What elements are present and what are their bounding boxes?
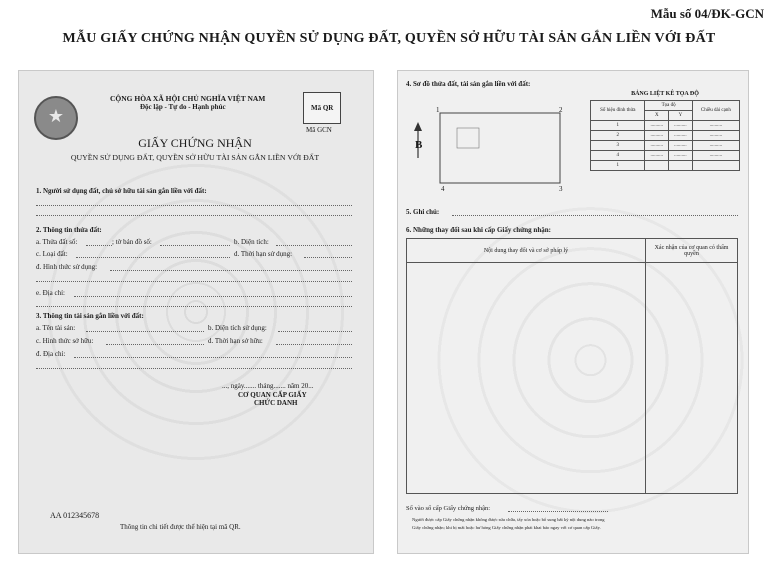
- parcel-address-label: e. Địa chỉ:: [36, 289, 65, 297]
- x-value: ..........: [645, 131, 669, 141]
- use-term-label: d. Thời hạn sử dụng:: [234, 250, 293, 258]
- col-edge-length: Chiều dài cạnh: [692, 101, 739, 121]
- table-row: [591, 121, 740, 131]
- national-emblem-icon: [34, 96, 78, 140]
- edge-value: [692, 161, 739, 171]
- fill-line: [36, 281, 352, 282]
- fill-line: [452, 215, 738, 216]
- signer-title: CHỨC DANH: [254, 399, 298, 407]
- fill-line: [36, 306, 352, 307]
- serial-number: AA 012345678: [50, 511, 100, 520]
- edge-value: ..........: [692, 131, 739, 141]
- point-number: 4: [591, 151, 645, 161]
- point-number: 2: [591, 131, 645, 141]
- y-value: ..........: [669, 151, 693, 161]
- qr-code-box: [303, 92, 341, 124]
- fill-line: [86, 245, 112, 246]
- col-coords: Tọa độ: [645, 101, 692, 111]
- use-form-label: đ. Hình thức sử dụng:: [36, 263, 98, 271]
- issuing-agency: CƠ QUAN CẤP GIẤY: [238, 391, 307, 399]
- point-number: 3: [591, 141, 645, 151]
- fill-line: [304, 257, 352, 258]
- ownership-form-label: c. Hình thức sở hữu:: [36, 337, 94, 345]
- parcel-number-label: a. Thửa đất số:: [36, 238, 78, 246]
- fill-line: [36, 205, 352, 206]
- coordinate-table-title: BẢNG LIỆT KÊ TỌA ĐỘ: [631, 91, 699, 97]
- asset-address-label: đ. Địa chỉ:: [36, 350, 66, 358]
- fill-line: [276, 245, 352, 246]
- building-footprint: [457, 128, 479, 148]
- corner-2-label: 2: [559, 106, 563, 114]
- section-1-owner: 1. Người sử dụng đất, chủ sở hữu tài sản gắn liền với đất:: [36, 187, 207, 195]
- edge-value: ..........: [692, 121, 739, 131]
- y-value: ..........: [669, 141, 693, 151]
- fill-line: [74, 357, 352, 358]
- issue-date-line: ..., ngày....... tháng....... năm 20...: [222, 382, 314, 390]
- north-arrow-head-icon: [414, 122, 422, 131]
- y-value: [669, 161, 693, 171]
- table-row: [591, 141, 740, 151]
- fill-line: [278, 331, 352, 332]
- point-number: 1: [591, 161, 645, 171]
- map-sheet-label: ; tờ bản đồ số:: [112, 238, 152, 246]
- corner-3-label: 3: [559, 185, 563, 193]
- section-6-changes: 6. Những thay đổi sau khi cấp Giấy chứng nhận:: [406, 226, 551, 234]
- emblem-star-icon: ★: [47, 106, 65, 126]
- coordinate-table: [590, 100, 740, 171]
- y-value: ..........: [669, 131, 693, 141]
- changes-content-header: Nội dung thay đổi và cơ sở pháp lý: [407, 239, 646, 263]
- table-row: [407, 263, 738, 494]
- x-value: ..........: [645, 141, 669, 151]
- ownership-term-label: d. Thời hạn sở hữu:: [208, 337, 263, 345]
- parcel-diagram: [405, 100, 580, 195]
- national-title: CỘNG HÒA XÃ HỘI CHỦ NGHĨA VIỆT NAM: [110, 94, 266, 103]
- col-point: Số hiệu đỉnh thửa: [591, 101, 645, 121]
- certificate-subtitle: QUYỀN SỬ DỤNG ĐẤT, QUYỀN SỞ HỮU TÀI SẢN GẮN LIỀN VỚI ĐẤT: [70, 153, 320, 162]
- fill-line: [106, 344, 204, 345]
- fill-line: [74, 296, 352, 297]
- fill-line: [276, 344, 352, 345]
- warning-note-line-2: Giấy chứng nhận; khi bị mất hoặc hư hỏng Giấy chứng nhận phải khai báo ngay với cơ quan cấp Giấy.: [412, 525, 601, 530]
- north-label: B: [415, 139, 423, 151]
- section-2-parcel: 2. Thông tin thửa đất:: [36, 226, 102, 234]
- area-label: b. Diện tích:: [234, 238, 269, 246]
- changes-confirmation-header: Xác nhận của cơ quan có thẩm quyền: [646, 239, 738, 263]
- corner-1-label: 1: [436, 106, 440, 114]
- fill-line: [508, 511, 608, 512]
- table-row: [591, 151, 740, 161]
- fill-line: [76, 257, 230, 258]
- x-value: ..........: [645, 151, 669, 161]
- table-row: [591, 131, 740, 141]
- register-number-line: Số vào sổ cấp Giấy chứng nhận:: [406, 505, 491, 512]
- fill-line: [86, 331, 204, 332]
- col-y: Y: [669, 111, 693, 121]
- section-3-asset: 3. Thông tin tài sản gắn liền với đất:: [36, 312, 144, 320]
- fill-line: [160, 245, 230, 246]
- x-value: [645, 161, 669, 171]
- point-number: 1: [591, 121, 645, 131]
- warning-note-line-1: Người được cấp Giấy chứng nhận không được sửa chữa, tẩy xóa hoặc bổ sung bất kỳ nội dung nào trong: [412, 517, 605, 522]
- edge-value: ..........: [692, 141, 739, 151]
- table-row: [591, 161, 740, 171]
- motto: Độc lập - Tự do - Hạnh phúc: [140, 103, 226, 111]
- col-x: X: [645, 111, 669, 121]
- changes-content-cell: [407, 263, 646, 494]
- edge-value: ..........: [692, 151, 739, 161]
- x-value: ..........: [645, 121, 669, 131]
- land-type-label: c. Loại đất:: [36, 250, 68, 258]
- fill-line: [36, 368, 352, 369]
- fill-line: [36, 215, 352, 216]
- changes-table: [406, 238, 738, 494]
- qr-label: Mã QR: [311, 104, 334, 112]
- fill-line: [110, 270, 352, 271]
- y-value: ..........: [669, 121, 693, 131]
- section-4-diagram: 4. Sơ đồ thửa đất, tài sản gắn liền với đất:: [406, 80, 531, 88]
- corner-4-label: 4: [441, 185, 445, 193]
- asset-area-label: b. Diện tích sử dụng:: [208, 324, 267, 332]
- asset-name-label: a. Tên tài sản:: [36, 324, 76, 332]
- section-5-notes: 5. Ghi chú:: [406, 208, 440, 216]
- certificate-title: GIẤY CHỨNG NHẬN: [138, 136, 252, 150]
- form-number: Mẫu số 04/ĐK-GCN: [650, 6, 764, 21]
- changes-confirmation-cell: [646, 263, 738, 494]
- gcn-code-label: Mã GCN: [306, 126, 332, 134]
- qr-footer-note: Thông tin chi tiết được thể hiện tại mã QR.: [120, 523, 241, 531]
- document-title: MẪU GIẤY CHỨNG NHẬN QUYỀN SỬ DỤNG ĐẤT, QUYỀN SỞ HỮU TÀI SẢN GẮN LIỀN VỚI ĐẤT: [62, 31, 716, 46]
